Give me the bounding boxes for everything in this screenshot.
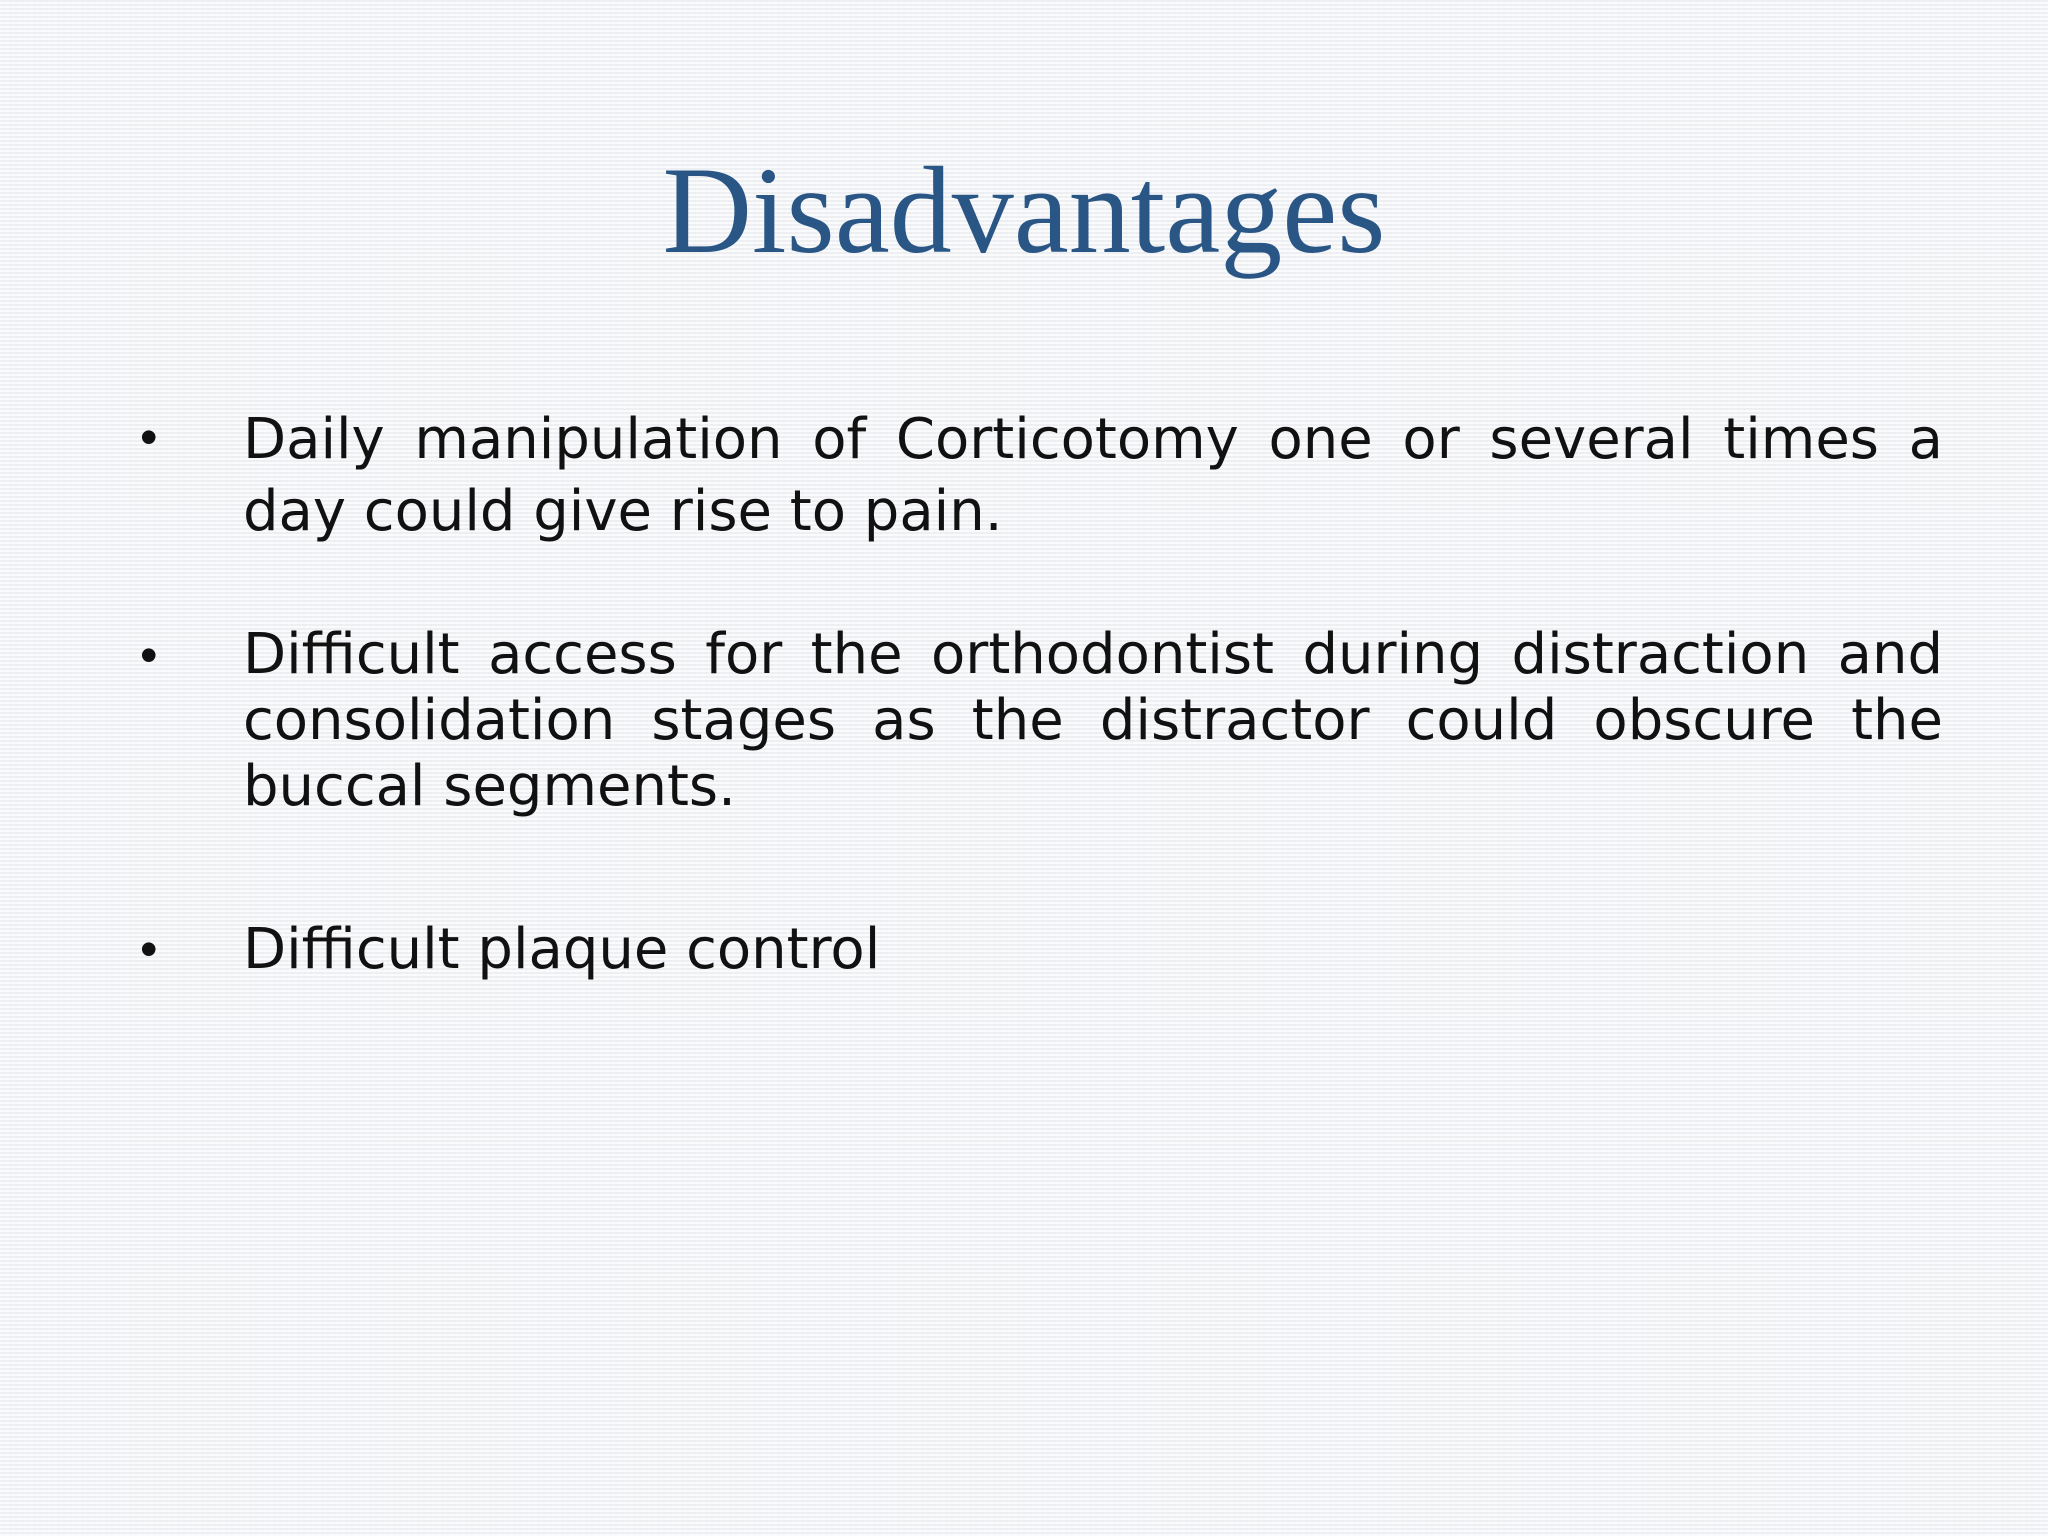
bullet-text: Daily manipulation of Corticotomy one or several times a day could give rise to pain. <box>243 407 1943 544</box>
bullet-marker: • <box>140 409 158 465</box>
bullet-marker: • <box>140 921 158 977</box>
slide-title: Disadvantages <box>662 142 1386 279</box>
bullet-text: Difficult access for the orthodontist during distraction and consolidation stages as the distractor could obscure the buccal segments. <box>243 622 1943 819</box>
bullet-marker: • <box>140 627 158 683</box>
bullet-text: Difficult plaque control <box>243 917 881 982</box>
